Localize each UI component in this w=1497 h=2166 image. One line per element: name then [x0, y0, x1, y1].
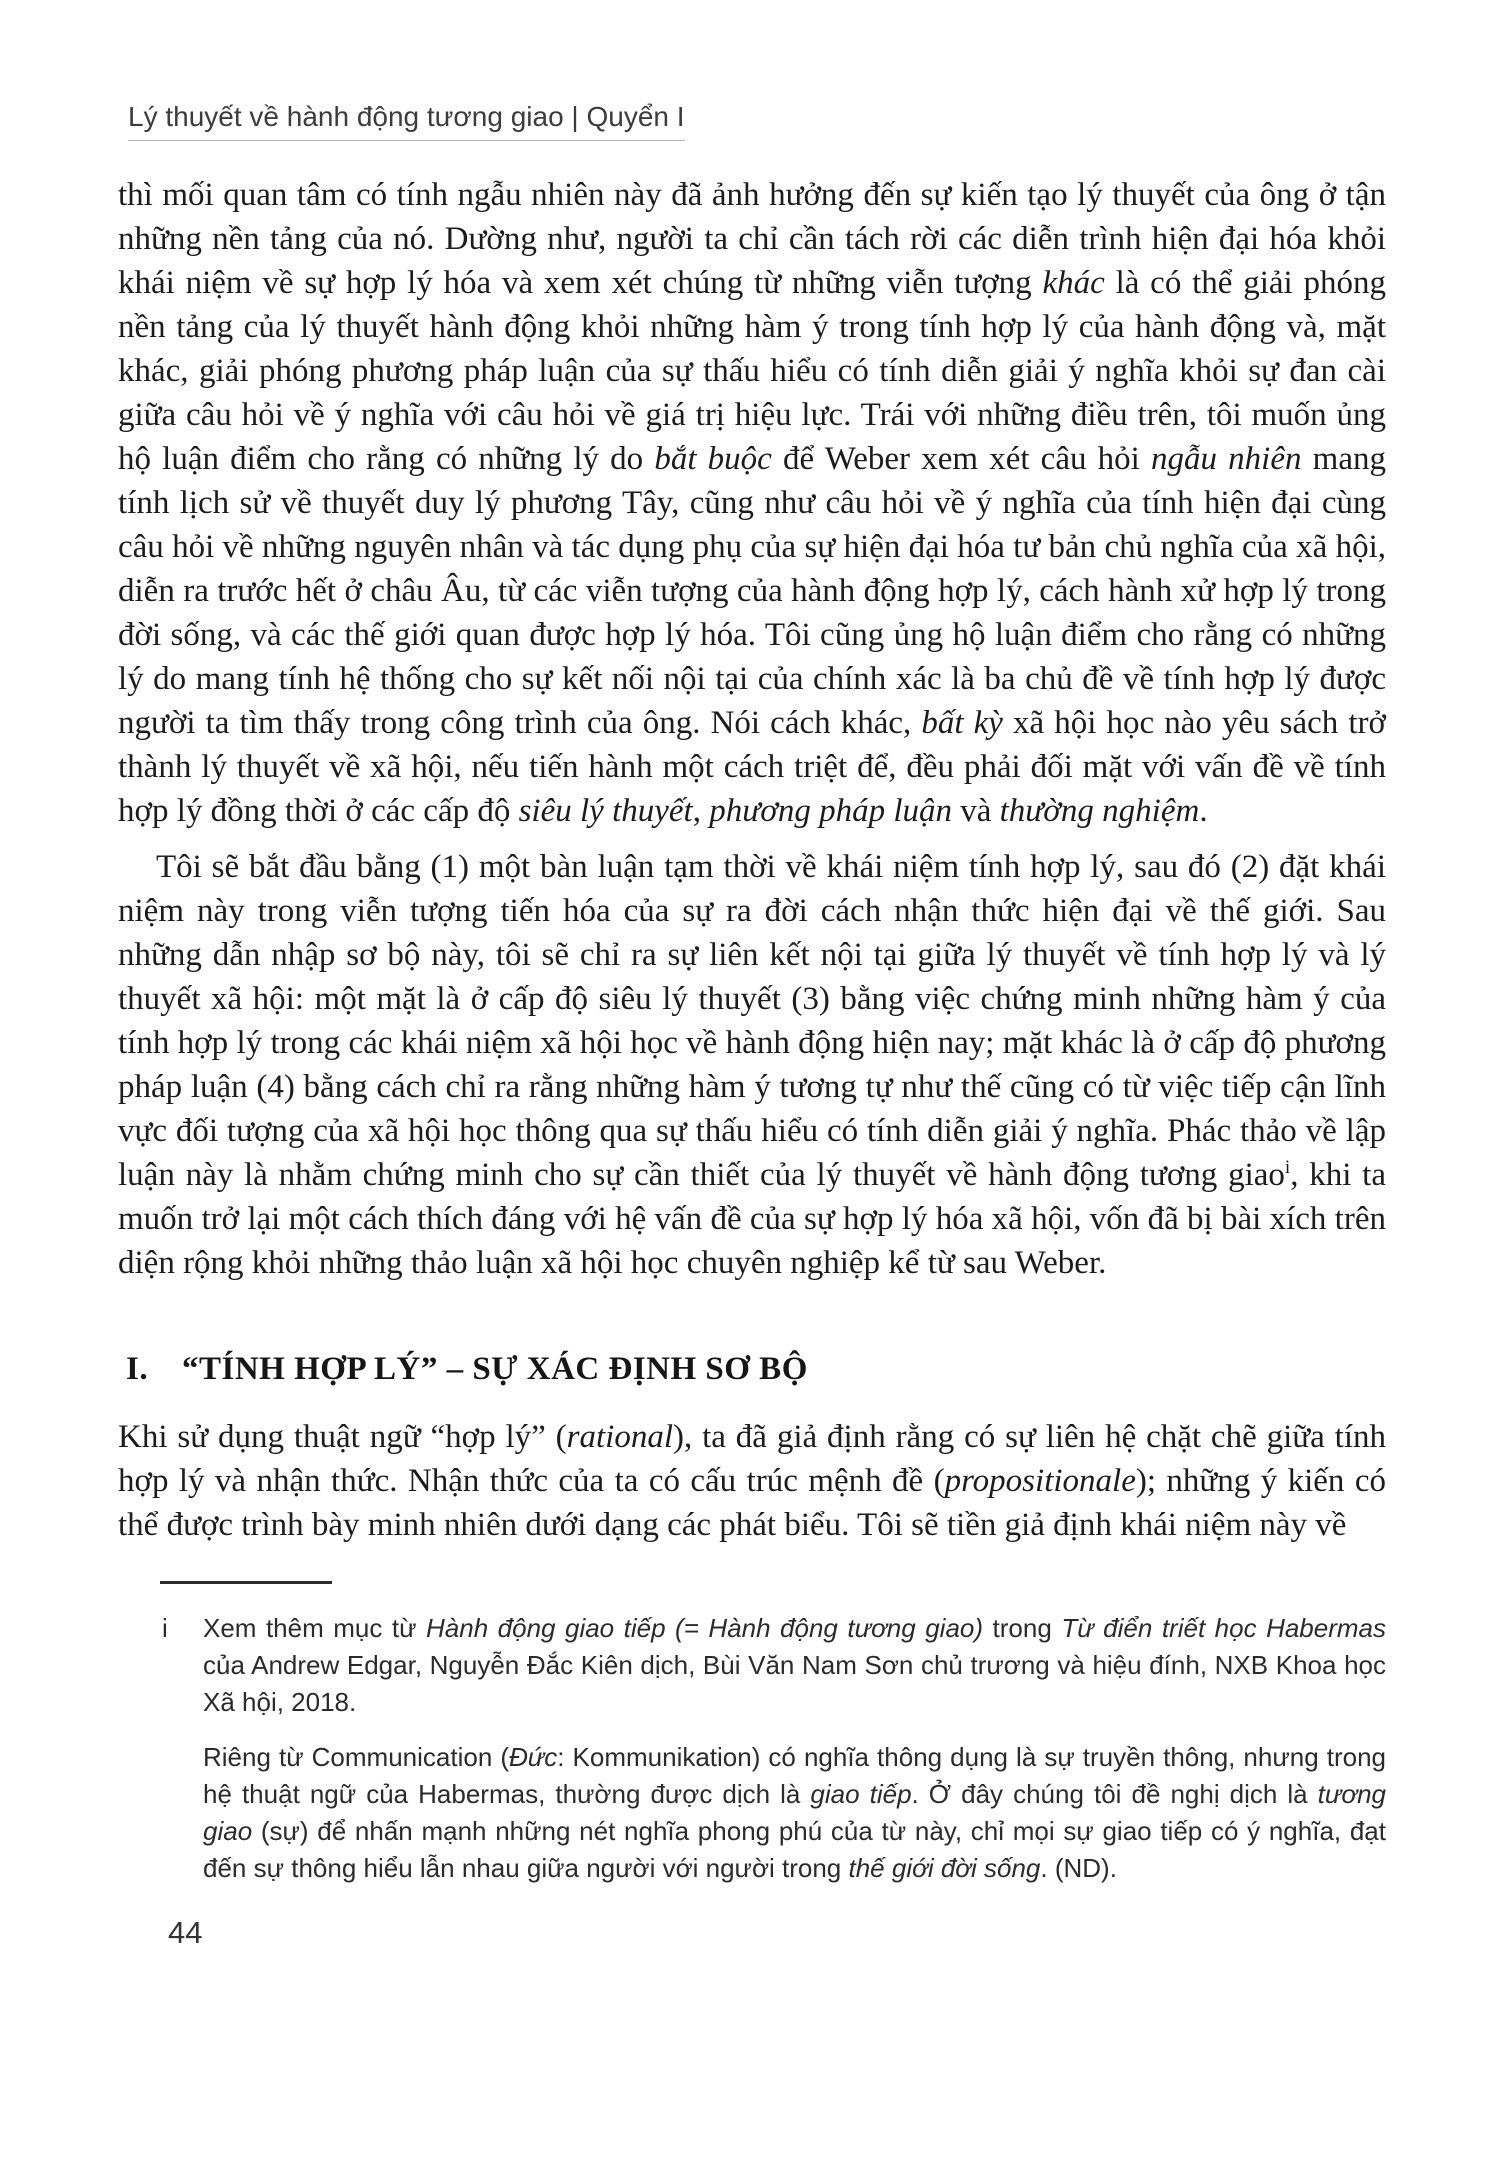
- page-number: 44: [168, 1915, 203, 1950]
- footnotes: [160, 1610, 1386, 1887]
- footnote-1: [160, 1610, 1386, 1721]
- running-header-title: Lý thuyết về hành động tương giao | Quyển I: [128, 101, 685, 132]
- section-title: “TÍNH HỢP LÝ” – SỰ XÁC ĐỊNH SƠ BỘ: [182, 1351, 808, 1387]
- footnote-marker: i: [162, 1613, 168, 1643]
- footnote-separator-rule: [160, 1581, 332, 1584]
- section-number: I.: [126, 1351, 149, 1387]
- footnote-1-continuation: [160, 1739, 1386, 1887]
- paragraph-3: Khi sử dụng thuật ngữ “hợp lý” (rational), ta đã giả định rằng có sự liên hệ chặt chẽ giữa tính hợp lý và nhận thức. Nhận thức của ta có cấu trúc mệnh đề (propositionale); những ý kiến có thể được trình bày minh nhiên dưới dạng các phát biểu. Tôi sẽ tiền giả định khái niệm này về: [118, 1419, 1387, 1543]
- paragraph-2: Tôi sẽ bắt đầu bằng (1) một bàn luận tạm thời về khái niệm tính hợp lý, sau đó (2) đặt khái niệm này trong viễn tượng tiến hóa của sự ra đời cách nhận thức hiện đại về thế giới. Sau những dẫn nhập sơ bộ này, tôi sẽ chỉ ra sự liên kết nội tại giữa lý thuyết về tính hợp lý và lý thuyết xã hội: một mặt là ở cấp độ siêu lý thuyết (3) bằng việc chứng minh những hàm ý của tính hợp lý trong các khái niệm xã hội học về hành động hiện nay; mặt khác là ở cấp độ phương pháp luận (4) bằng cách chỉ ra rằng những hàm ý tương tự như thế cũng có từ việc tiếp cận lĩnh vực đối tượng của xã hội học thông qua sự thấu hiểu có tính diễn giải ý nghĩa. Phác thảo về lập luận này là nhằm chứng minh cho sự cần thiết của lý thuyết về hành động tương giao$^i$, khi ta muốn trở lại một cách thích đáng với hệ vấn đề của sự hợp lý hóa xã hội, vốn đã bị bài xích trên diện rộng khỏi những thảo luận xã hội học chuyên nghiệp kể từ sau Weber.: [118, 849, 1386, 1281]
- footnote-2-text: Riêng từ Communication (Đức: Kommunikation) có nghĩa thông dụng là sự truyền thông, nhưng trong hệ thuật ngữ của Habermas, thường được dịch là giao tiếp. Ở đây chúng tôi đề nghị dịch là tương giao (sự) để nhấn mạnh những nét nghĩa phong phú của từ này, chỉ mọi sự giao tiếp có ý nghĩa, đạt đến sự thông hiểu lẫn nhau giữa người với người trong thế giới đời sống. (ND).: [203, 1742, 1386, 1883]
- footnote-1-text: Xem thêm mục từ Hành động giao tiếp (= Hành động tương giao) trong Từ điển triết học Habermas của Andrew Edgar, Nguyễn Đắc Kiên dịch, Bùi Văn Nam Sơn chủ trương và hiệu đính, NXB Khoa học Xã hội, 2018.: [203, 1613, 1387, 1717]
- main-text: [118, 173, 1386, 1547]
- running-header: [128, 100, 685, 141]
- section-heading: [126, 1347, 1386, 1391]
- paragraph-1: thì mối quan tâm có tính ngẫu nhiên này đã ảnh hưởng đến sự kiến tạo lý thuyết của ông ở tận những nền tảng của nó. Dường như, người ta chỉ cần tách rời các diễn trình hiện đại hóa khỏi khái niệm về sự hợp lý hóa và xem xét chúng từ những viễn tượng khác là có thể giải phóng nền tảng của lý thuyết hành động khỏi những hàm ý trong tính hợp lý của hành động và, mặt khác, giải phóng phương pháp luận của sự thấu hiểu có tính diễn giải ý nghĩa khỏi sự đan cài giữa câu hỏi về ý nghĩa với câu hỏi về giá trị hiệu lực. Trái với những điều trên, tôi muốn ủng hộ luận điểm cho rằng có những lý do bắt buộc để Weber xem xét câu hỏi ngẫu nhiên mang tính lịch sử về thuyết duy lý phương Tây, cũng như câu hỏi về ý nghĩa của tính hiện đại cùng câu hỏi về những nguyên nhân và tác dụng phụ của sự hiện đại hóa tư bản chủ nghĩa của xã hội, diễn ra trước hết ở châu Âu, từ các viễn tượng của hành động hợp lý, cách hành xử hợp lý trong đời sống, và các thế giới quan được hợp lý hóa. Tôi cũng ủng hộ luận điểm cho rằng có những lý do mang tính hệ thống cho sự kết nối nội tại của chính xác là ba chủ đề về tính hợp lý được người ta tìm thấy trong công trình của ông. Nói cách khác, bất kỳ xã hội học nào yêu sách trở thành lý thuyết về xã hội, nếu tiến hành một cách triệt để, đều phải đối mặt với vấn đề về tính hợp lý đồng thời ở các cấp độ siêu lý thuyết, phương pháp luận và thường nghiệm.: [118, 177, 1386, 829]
